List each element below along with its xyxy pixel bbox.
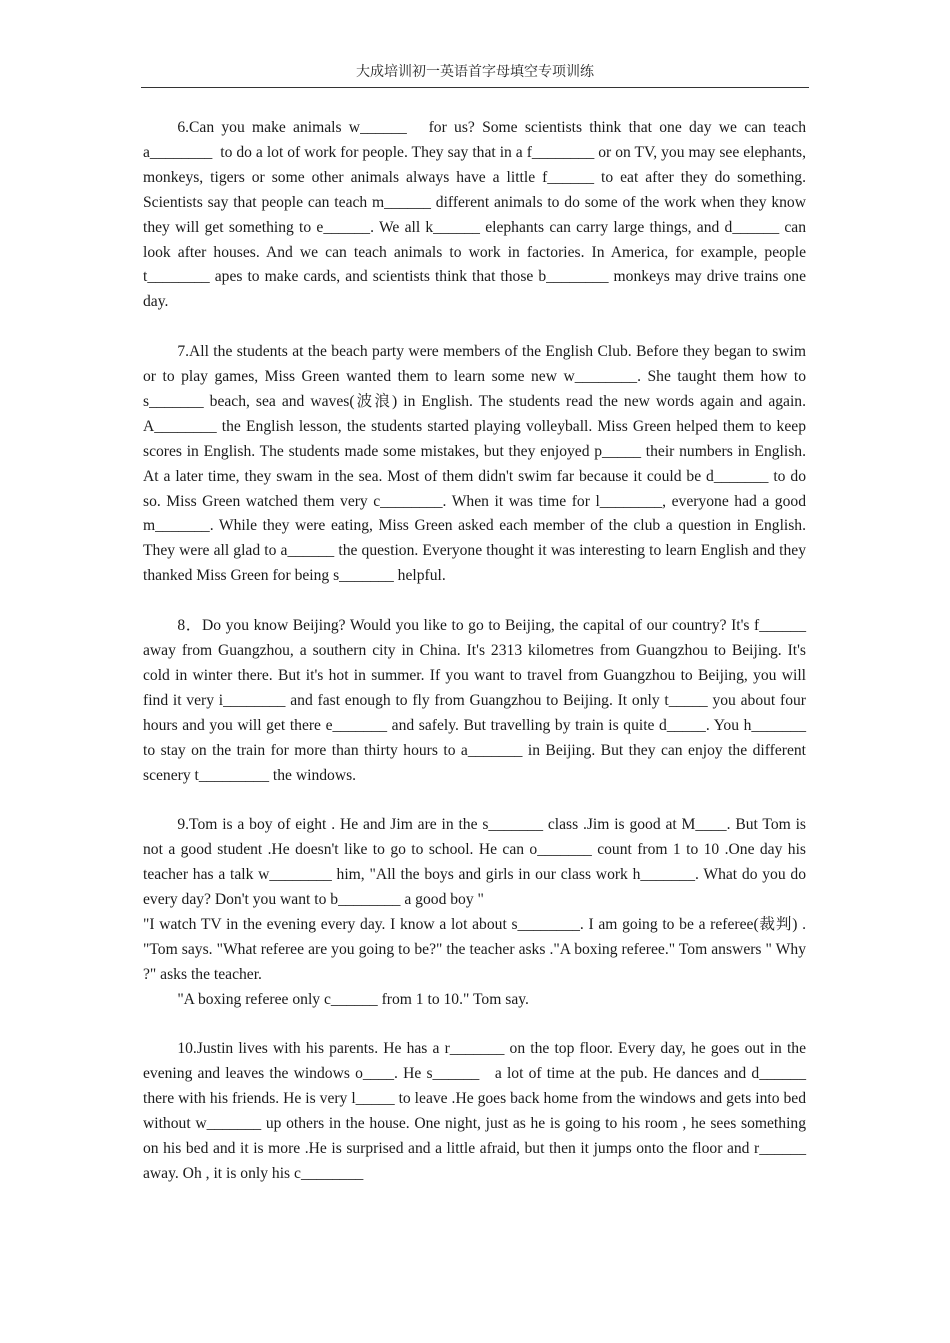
passage-9-ending: "A boxing referee only c______ from 1 to 10." Tom say. xyxy=(177,990,529,1008)
passage-6: 6.Can you make animals w______ for us? Some scientists think that one day we can teach a________ to do a lot of work for people. They say that in a f________ or on TV, you may see elephants, monkeys, tigers or some other animals always have a little f______ to eat after they do something. Scientists say that people can teach m______ different animals to do some of the work when they know they will get something to e______. We all k______ elephants can carry large things, and d______ can look after houses. And we can teach animals to work in factories. In America, for example, people t________ apes to make cards, and scientists think that those b________ monkeys may drive trains one day. xyxy=(143,119,806,311)
passage-9-dialogue: "I watch TV in the evening every day. I know a lot about s________. I am going to be a referee(裁判) . "Tom says. "What referee are you going to be?" the teacher asks ."A boxing referee." Tom answers " Why ?" asks the teacher. xyxy=(143,915,806,983)
header-divider xyxy=(141,87,809,88)
passage-10: 10.Justin lives with his parents. He has a r_______ on the top floor. Every day, he goes out in the evening and leaves the windows o____. He s______ a lot of time at the pub. He dances and d______ there with his friends. He is very l_____ to leave .He goes back home from the windows and gets into bed without w_______ up others in the house. One night, just as he is going to his room , he sees something on his bed and it is more .He is surprised and a little afraid, but then it jumps onto the floor and r______ away. Oh , it is only his c________ xyxy=(143,1040,806,1182)
exercise-content xyxy=(143,116,806,1187)
passage-9: 9.Tom is a boy of eight . He and Jim are in the s_______ class .Jim is good at M____. But Tom is not a good student .He doesn't like to go to school. He can o_______ count from 1 to 10 .One day his teacher has a talk w________ him, "All the boys and girls in our class work h_______. What do you do every day? Don't you want to b________ a good boy " xyxy=(143,816,806,909)
passage-7: 7.All the students at the beach party were members of the English Club. Before they began to swim or to play games, Miss Green wanted them to learn some new w________. She taught them how to s_______ beach, sea and waves(波浪) in English. The students read the new words again and again. A________ the English lesson, the students started playing volleyball. Miss Green helped them to keep scores in English. The students made some mistakes, but they enjoyed p_____ their numbers in English. At a later time, they swam in the sea. Most of them didn't swim far because it could be d_______ to do so. Miss Green watched them very c________. When it was time for l________, everyone had a good m_______. While they were eating, Miss Green asked each member of the club a question in English. They were all glad to a______ the question. Everyone thought it was interesting to learn English and they thanked Miss Green for being s_______ helpful. xyxy=(143,343,806,585)
page-header-title: 大成培训初一英语首字母填空专项训练 xyxy=(356,65,594,80)
passage-8: 8．Do you know Beijing? Would you like to go to Beijing, the capital of our country? It's f______ away from Guangzhou, a southern city in China. It's 2313 kilometres from Guangzhou to Beijing. It's cold in winter there. But it's hot in summer. If you want to travel from Guangzhou to Beijing, you will find it very i________ and fast enough to fly from Guangzhou to Beijing. It only t_____ you about four hours and you will get there e_______ and safely. But travelling by train is quite d_____. You h_______ to stay on the train for more than thirty hours to a_______ in Beijing. But they can enjoy the different scenery t_________ the windows. xyxy=(143,617,806,784)
